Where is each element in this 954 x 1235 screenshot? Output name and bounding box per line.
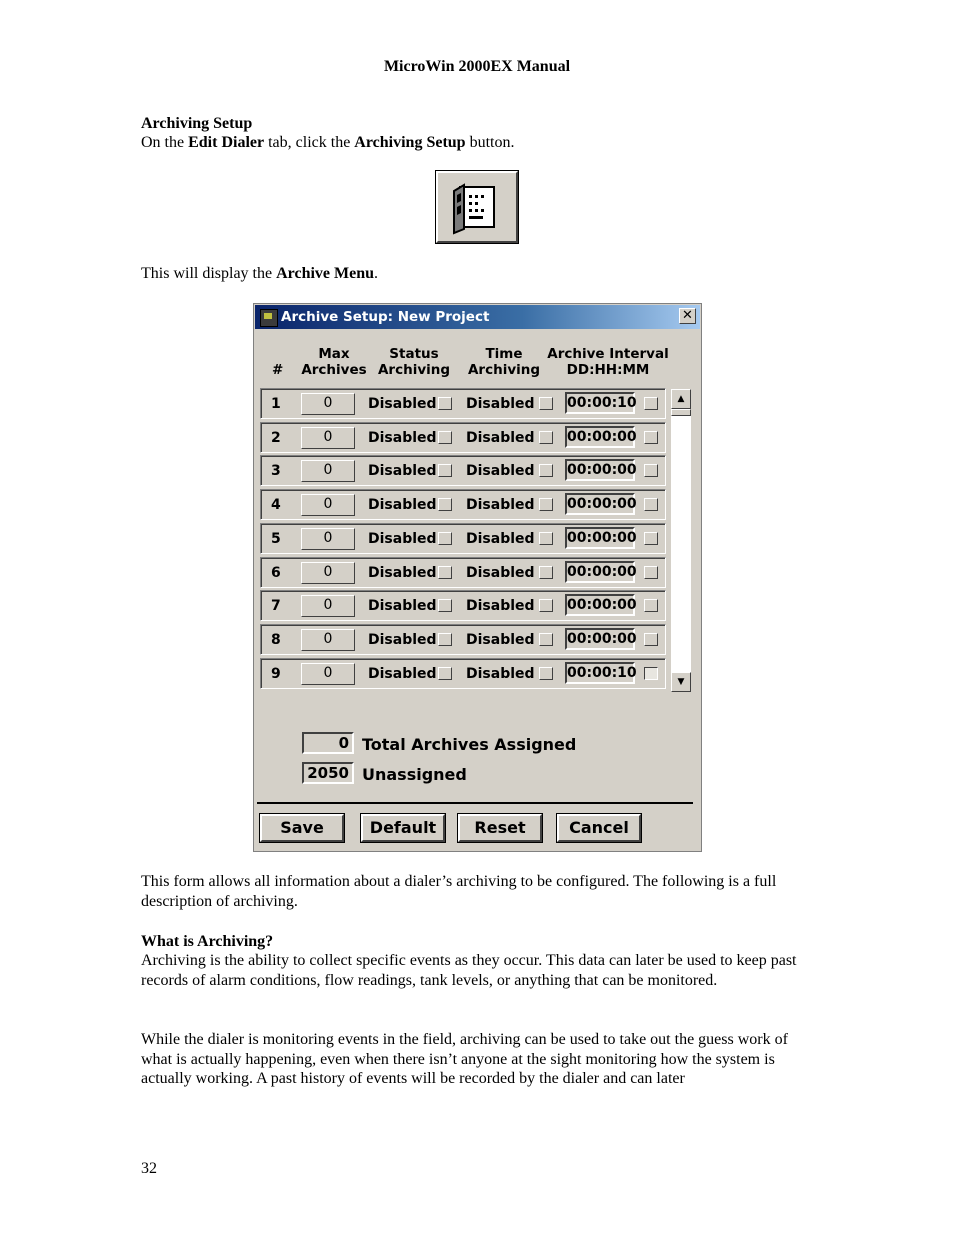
scroll-down-button[interactable]: ▼ — [671, 672, 691, 692]
interval-checkbox[interactable] — [644, 566, 658, 579]
time-archiving-label: Disabled — [466, 396, 535, 412]
status-archiving-checkbox[interactable] — [438, 464, 452, 477]
row-number: 3 — [271, 463, 281, 480]
status-archiving-checkbox[interactable] — [438, 397, 452, 410]
time-archiving-checkbox[interactable] — [539, 464, 553, 477]
time-archiving-label: Disabled — [466, 665, 535, 682]
interval-checkbox[interactable] — [644, 599, 658, 612]
status-archiving-checkbox[interactable] — [438, 599, 452, 612]
status-archiving-checkbox[interactable] — [438, 667, 452, 680]
archiving-monitoring-paragraph: While the dialer is monitoring events in the field, archiving can be used to take out the guess work of what is actually happening, even when there isn’t anyone at the sight monitoring how the system is actually working. A past history of events will be recorded by the dialer and can later — [141, 1031, 788, 1088]
intro-paragraph — [141, 133, 821, 153]
time-archiving-label: Disabled — [466, 598, 535, 615]
status-archiving-label: Disabled — [368, 463, 437, 480]
header-archive-interval: Archive Interval DD:HH:MM — [547, 346, 669, 378]
max-archives-field[interactable]: 0 — [301, 595, 355, 617]
time-archiving-label: Disabled — [466, 429, 535, 446]
archiving-definition-paragraph: Archiving is the ability to collect specific events as they occur. This data can later be used to keep past records of alarm conditions, flow readings, tank levels, or anything that can be monitored. — [141, 952, 797, 989]
archive-interval-field[interactable]: 00:00:10 — [565, 392, 635, 414]
what-is-archiving-title: What is Archiving? — [141, 933, 274, 950]
intro-text: tab, click the — [264, 134, 355, 151]
archive-interval-field[interactable]: 00:00:00 — [565, 561, 635, 583]
time-archiving-checkbox[interactable] — [539, 532, 553, 545]
time-archiving-checkbox[interactable] — [539, 633, 553, 646]
status-archiving-label: Disabled — [368, 497, 437, 514]
archiving-setup-button-image — [436, 171, 518, 243]
unassigned-label: Unassigned — [362, 765, 467, 784]
time-archiving-checkbox[interactable] — [539, 667, 553, 680]
save-button[interactable]: Save — [260, 814, 344, 842]
archive-interval-field[interactable]: 00:00:00 — [565, 594, 635, 616]
status-archiving-checkbox[interactable] — [438, 633, 452, 646]
time-archiving-checkbox[interactable] — [539, 566, 553, 579]
archive-row — [260, 489, 666, 520]
archive-setup-dialog — [253, 303, 702, 852]
default-button[interactable]: Default — [361, 814, 445, 842]
archive-row — [260, 388, 666, 419]
intro-text: button. — [465, 134, 515, 151]
archive-interval-field[interactable]: 00:00:00 — [565, 493, 635, 515]
reset-button[interactable]: Reset — [458, 814, 542, 842]
unassigned-field: 2050 — [302, 762, 354, 784]
display-text: . — [374, 265, 379, 282]
archive-row — [260, 557, 666, 588]
row-number: 2 — [271, 429, 281, 446]
display-paragraph — [141, 264, 821, 284]
header-status-archiving: Status Archiving — [377, 346, 451, 378]
interval-checkbox[interactable] — [644, 498, 658, 511]
status-archiving-checkbox[interactable] — [438, 431, 452, 444]
status-archiving-label: Disabled — [368, 396, 437, 412]
time-archiving-label: Disabled — [466, 463, 535, 480]
time-archiving-checkbox[interactable] — [539, 498, 553, 511]
scroll-up-button[interactable]: ▲ — [671, 389, 691, 409]
row-number: 1 — [271, 396, 281, 412]
archive-row — [260, 624, 666, 655]
archive-row — [260, 422, 666, 453]
scroll-thumb[interactable] — [671, 409, 691, 416]
dialog-title: Archive Setup: New Project — [281, 309, 490, 325]
status-archiving-checkbox[interactable] — [438, 566, 452, 579]
status-archiving-label: Disabled — [368, 665, 437, 682]
time-archiving-label: Disabled — [466, 631, 535, 648]
row-number: 5 — [271, 530, 281, 547]
archive-interval-field[interactable]: 00:00:00 — [565, 426, 635, 448]
interval-checkbox[interactable] — [644, 633, 658, 646]
interval-checkbox[interactable] — [644, 431, 658, 444]
header-max-archives: Max Archives — [301, 346, 367, 378]
intro-archiving-setup: Archiving Setup — [354, 134, 466, 151]
row-number: 6 — [271, 564, 281, 581]
row-number: 4 — [271, 497, 281, 514]
max-archives-field[interactable]: 0 — [301, 494, 355, 516]
time-archiving-checkbox[interactable] — [539, 397, 553, 410]
status-archiving-label: Disabled — [368, 530, 437, 547]
archive-interval-field[interactable]: 00:00:00 — [565, 527, 635, 549]
display-archive-menu: Archive Menu — [276, 265, 375, 282]
intro-text: On the — [141, 134, 189, 151]
time-archiving-label: Disabled — [466, 497, 535, 514]
status-archiving-checkbox[interactable] — [438, 498, 452, 511]
interval-checkbox[interactable] — [644, 532, 658, 545]
status-archiving-checkbox[interactable] — [438, 532, 452, 545]
interval-checkbox[interactable] — [644, 464, 658, 477]
archive-row — [260, 523, 666, 554]
interval-checkbox[interactable] — [644, 397, 658, 410]
status-archiving-label: Disabled — [368, 429, 437, 446]
time-archiving-label: Disabled — [466, 530, 535, 547]
row-number: 7 — [271, 598, 281, 615]
intro-edit-dialer: Edit Dialer — [188, 134, 265, 151]
max-archives-field[interactable]: 0 — [301, 663, 355, 685]
description-paragraph: This form allows all information about a dialer’s archiving to be configured. The following is a full description of archiving. — [141, 873, 777, 910]
max-archives-field[interactable]: 0 — [301, 460, 355, 482]
max-archives-field[interactable]: 0 — [301, 393, 355, 415]
archive-row — [260, 590, 666, 621]
max-archives-field[interactable]: 0 — [301, 427, 355, 449]
status-archiving-label: Disabled — [368, 631, 437, 648]
app-icon — [260, 309, 278, 327]
status-archiving-label: Disabled — [368, 598, 437, 615]
row-number: 8 — [271, 631, 281, 648]
divider — [257, 802, 693, 804]
time-archiving-label: Disabled — [466, 564, 535, 581]
status-archiving-label: Disabled — [368, 564, 437, 581]
time-archiving-checkbox[interactable] — [539, 431, 553, 444]
archive-row — [260, 658, 666, 689]
display-text: This will display the — [141, 265, 277, 282]
rows-scrollbar[interactable] — [670, 388, 692, 693]
header-num: # — [272, 362, 284, 378]
row-number: 9 — [271, 665, 281, 682]
archive-row — [260, 455, 666, 486]
page-header: MicroWin 2000EX Manual — [383, 58, 571, 75]
archive-interval-field[interactable]: 00:00:00 — [565, 628, 635, 650]
total-archives-label: Total Archives Assigned — [362, 735, 577, 754]
archive-interval-field[interactable]: 00:00:10 — [565, 662, 635, 684]
cancel-button[interactable]: Cancel — [557, 814, 641, 842]
dialog-titlebar — [255, 305, 700, 329]
max-archives-field[interactable]: 0 — [301, 562, 355, 584]
max-archives-field[interactable]: 0 — [301, 629, 355, 651]
total-archives-field: 0 — [302, 732, 354, 754]
interval-checkbox[interactable] — [644, 667, 658, 680]
close-button[interactable]: ✕ — [679, 308, 696, 324]
time-archiving-checkbox[interactable] — [539, 599, 553, 612]
archive-interval-field[interactable]: 00:00:00 — [565, 459, 635, 481]
section-title: Archiving Setup — [141, 115, 253, 132]
max-archives-field[interactable]: 0 — [301, 528, 355, 550]
page-number: 32 — [141, 1160, 157, 1177]
header-time-archiving: Time Archiving — [467, 346, 541, 378]
archive-book-icon — [438, 173, 516, 241]
